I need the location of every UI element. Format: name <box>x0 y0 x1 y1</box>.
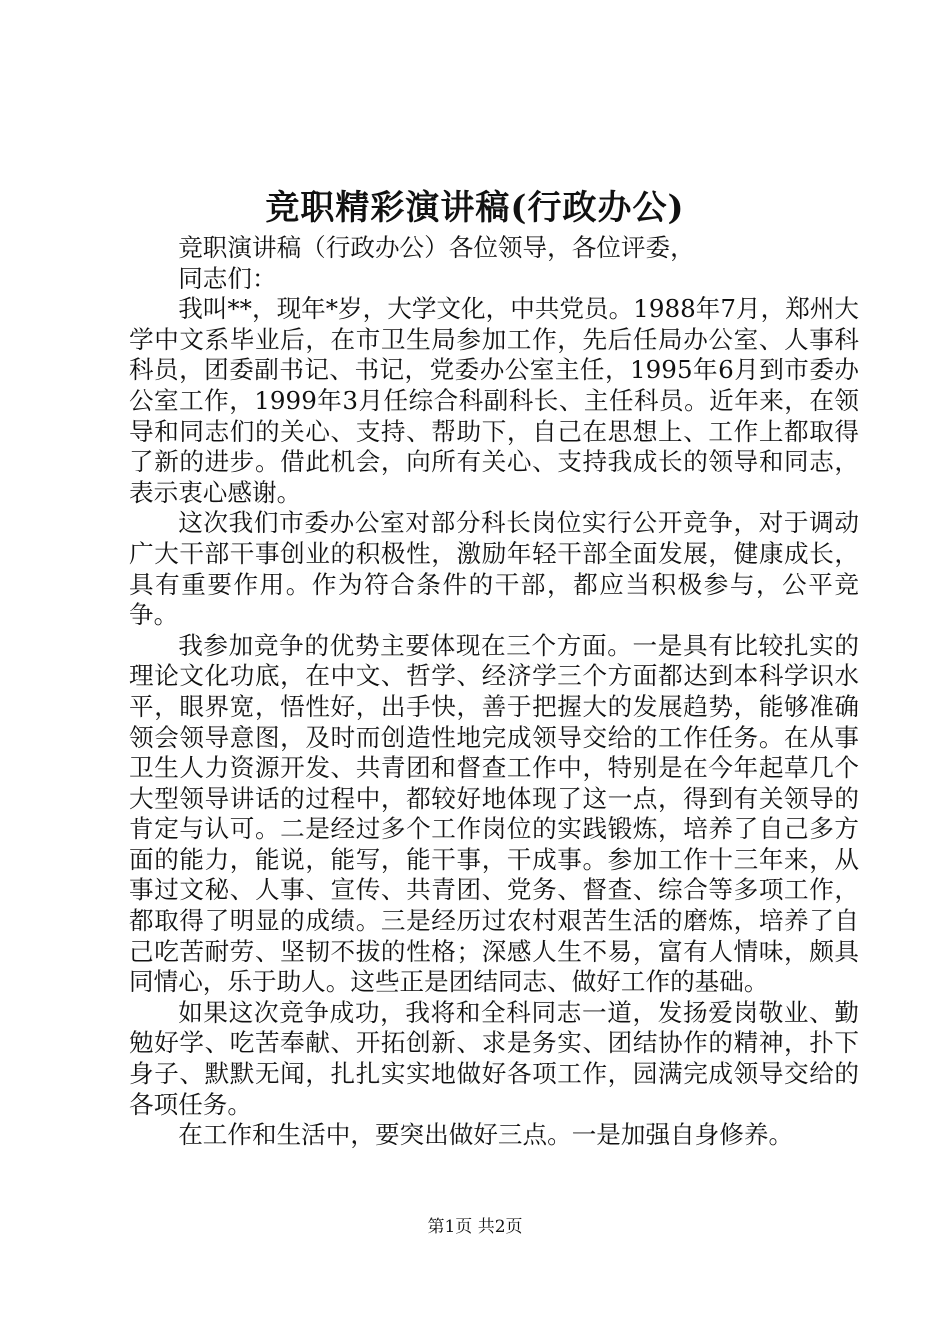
paragraph-salutation-cont: 同志们： <box>178 263 277 293</box>
page-number-footer: 第1页 共2页 <box>427 1217 523 1237</box>
paragraph-focus: 在工作和生活中，要突出做好三点。一是加强自身修养。 <box>178 1120 794 1150</box>
paragraph-introduction: 我叫**，现年*岁，大学文化，中共党员。1988年7月，郑州大学中文系毕业后，在市卫生局参加工作，先后任局办公室、人事科科员，团委副书记、书记，党委办公室主任，1995年6月到市委办公室工作，1999年3月任综合科副科长、主任科员。近年来，在领导和同志们的关心、支持、帮助下，自己在思想上、工作上都取得了新的进步。借此机会，向所有关心、支持我成长的领导和同志，表示衷心感谢。 <box>129 294 859 507</box>
paragraph-advantages: 我参加竞争的优势主要体现在三个方面。一是具有比较扎实的理论文化功底，在中文、哲学、经济学三个方面都达到本科学识水平，眼界宽，悟性好，出手快，善于把握大的发展趋势，能够准确领会领导意图，及时而创造性地完成领导交给的工作任务。在从事卫生人力资源开发、共青团和督查工作中，特别是在今年起草几个大型领导讲话的过程中，都较好地体现了这一点，得到有关领导的肯定与认可。二是经过多个工作岗位的实践锻炼，培养了自己多方面的能力，能说，能写，能干事，干成事。参加工作十三年来，从事过文秘、人事、宣传、共青团、党务、督查、综合等多项工作，都取得了明显的成绩。三是经历过农村艰苦生活的磨炼，培养了自己吃苦耐劳、坚韧不拔的性格；深感人生不易，富有人情味，颇具同情心，乐于助人。这些正是团结同志、做好工作的基础。 <box>129 630 859 997</box>
document-title: 竞职精彩演讲稿(行政办公) <box>265 188 685 228</box>
document-body <box>129 233 859 1151</box>
paragraph-commitment: 如果这次竞争成功，我将和全科同志一道，发扬爱岗敬业、勤勉好学、吃苦奉献、开拓创新、求是务实、团结协作的精神，扑下身子、默默无闻，扎扎实实地做好各项工作，园满完成领导交给的各项任务。 <box>129 997 859 1119</box>
paragraph-salutation: 竞职演讲稿（行政办公）各位领导，各位评委， <box>178 233 695 262</box>
paragraph-competition: 这次我们市委办公室对部分科长岗位实行公开竞争，对于调动广大干部干事创业的积极性，激励年轻干部全面发展，健康成长，具有重要作用。作为符合条件的干部，都应当积极参与，公平竞争。 <box>129 508 859 630</box>
